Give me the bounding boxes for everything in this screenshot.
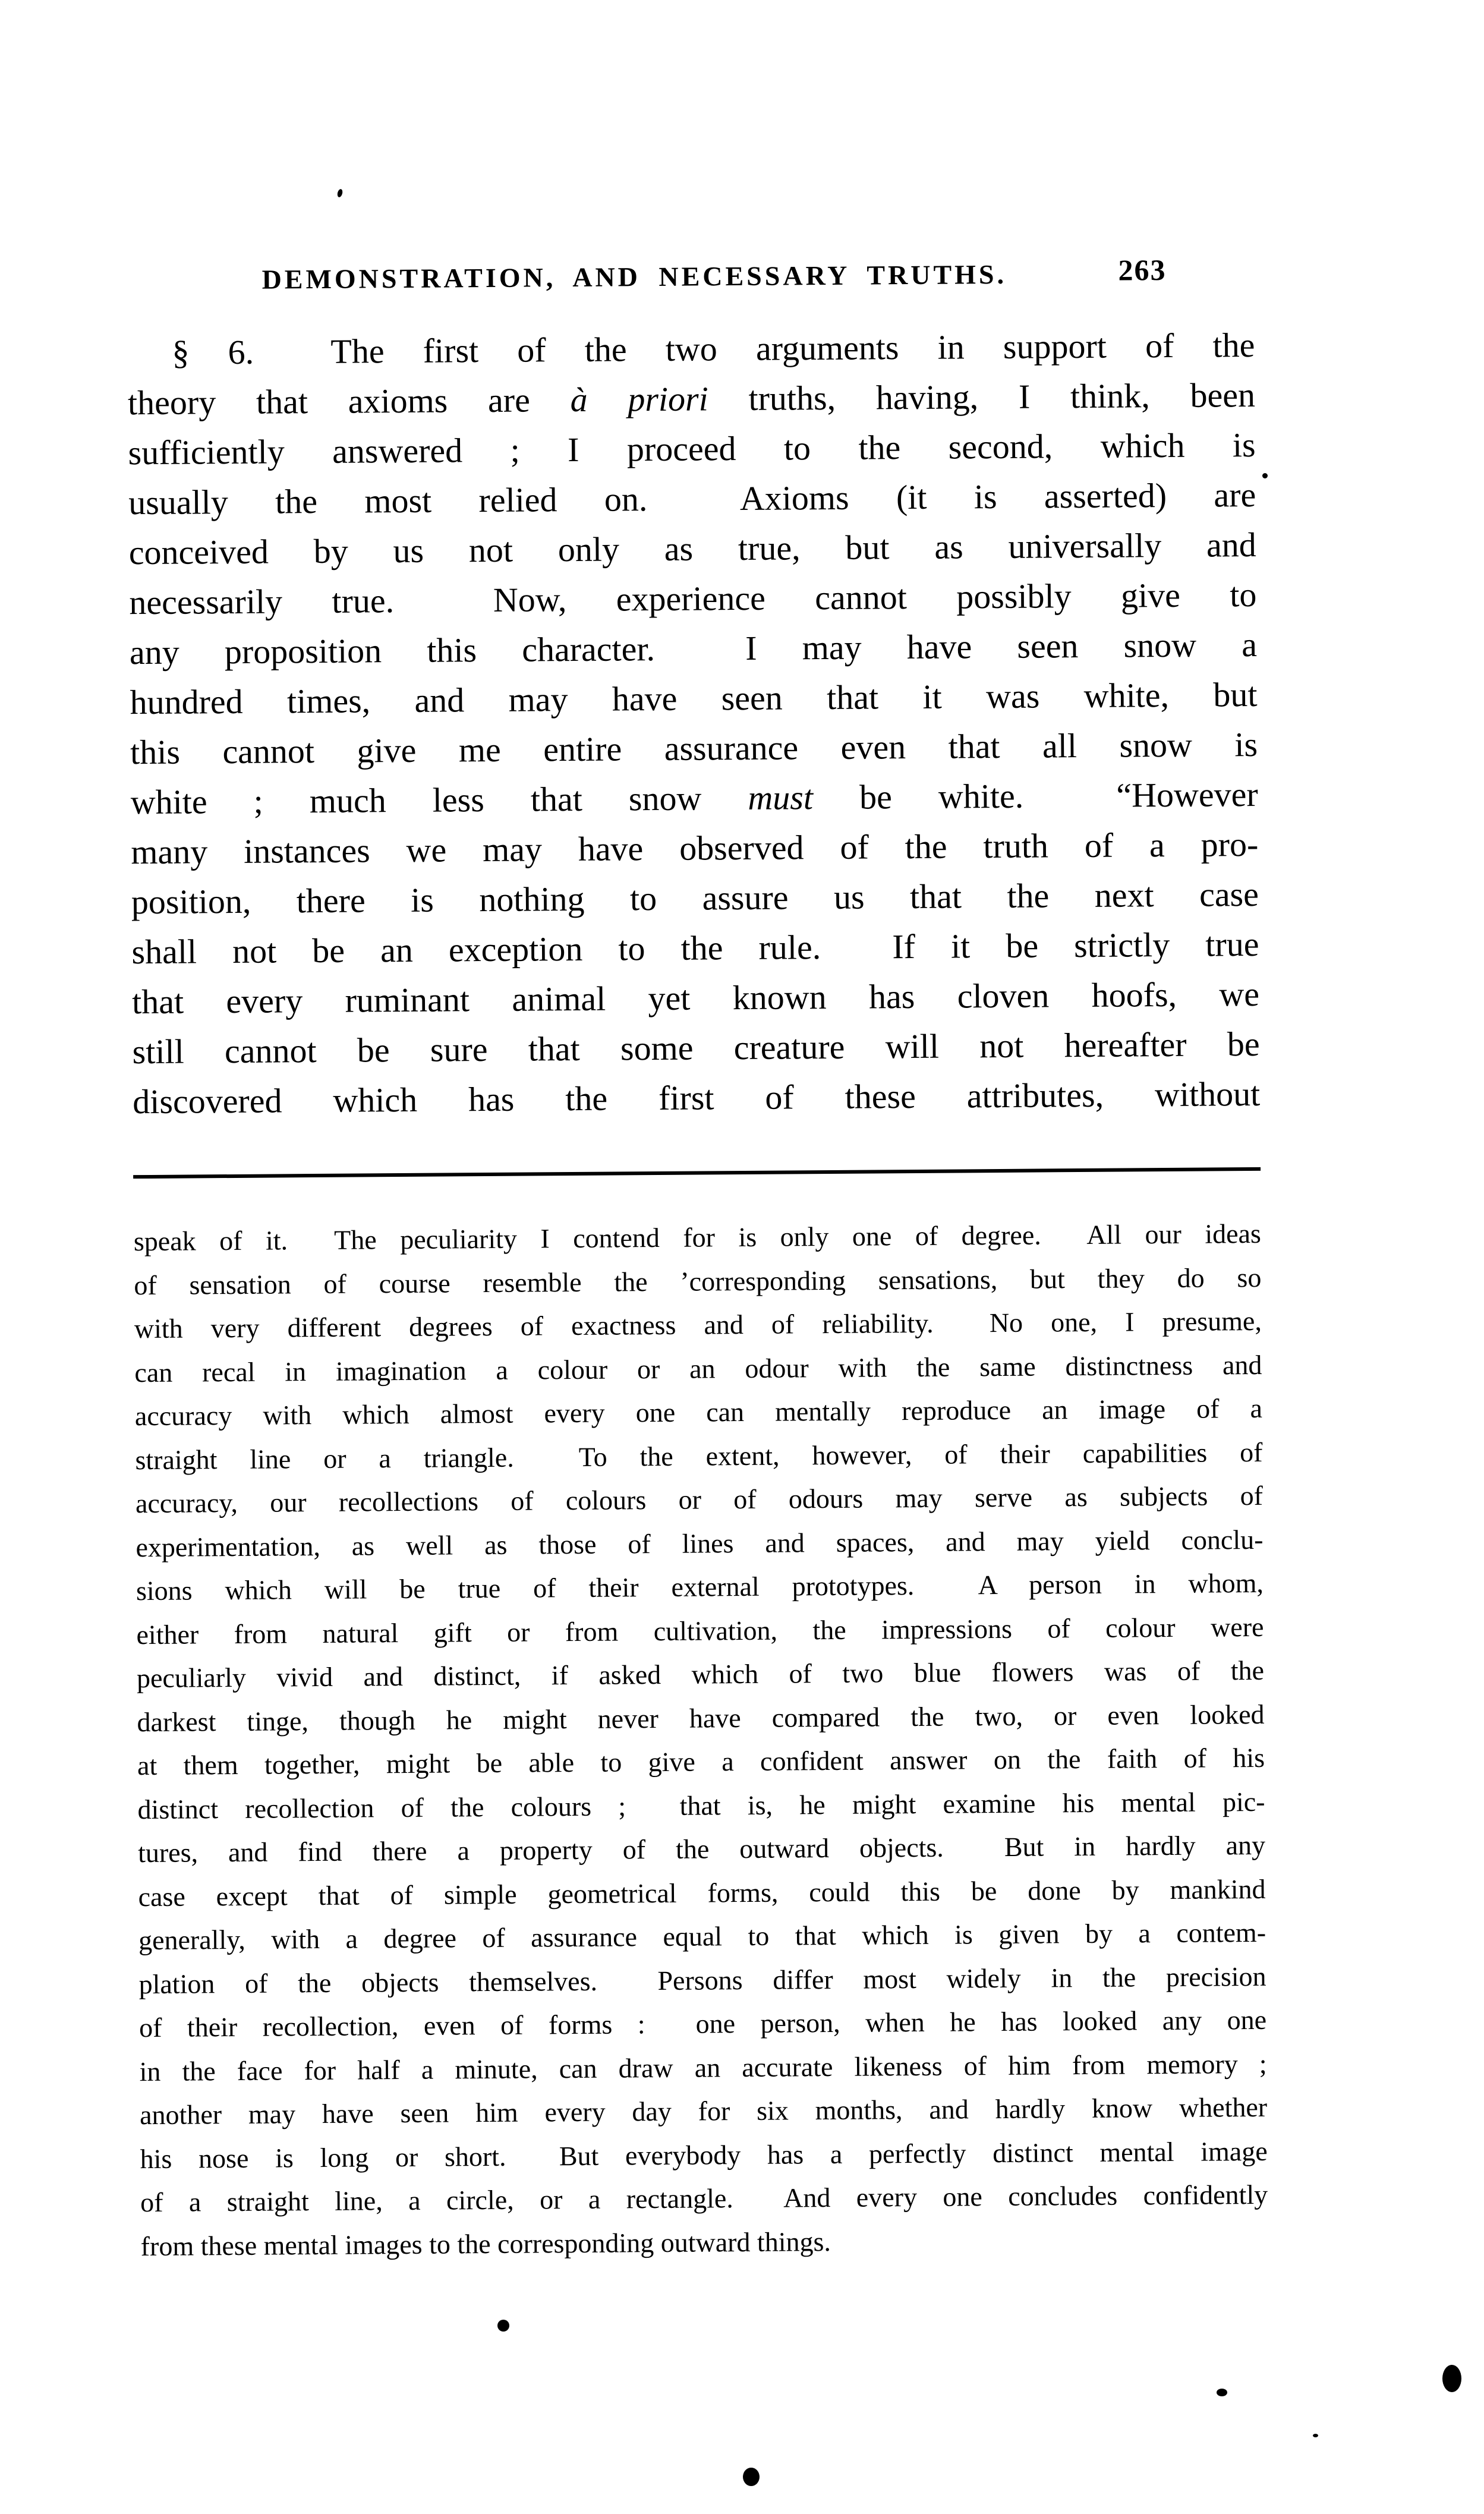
ink-speck bbox=[743, 2468, 760, 2486]
footnote-line: peculiarly vivid and distinct, if asked which of two blue flowers was of the bbox=[136, 1655, 1265, 1694]
ink-speck bbox=[1313, 2434, 1318, 2437]
ink-speck bbox=[1442, 2365, 1461, 2392]
body-line: § 6. The first of the two arguments in support of the bbox=[172, 325, 1255, 372]
body-paragraph bbox=[127, 320, 1260, 1127]
footnote-block bbox=[134, 1212, 1268, 2268]
footnote-line: tures, and find there a property of the outward objects. But in hardly any bbox=[137, 1829, 1266, 1869]
footnote-line: accuracy with which almost every one can mentally reproduce an image of a bbox=[134, 1393, 1263, 1432]
footnote-line: of sensation of course resemble the ʼcorresponding sensations, but they do so bbox=[134, 1262, 1262, 1300]
footnote-line: from these mental images to the corresponding outward things. bbox=[140, 2226, 831, 2261]
body-line: discovered which has the first of these attributes, without bbox=[133, 1074, 1261, 1121]
footnote-line: with very different degrees of exactness and of reliability. No one, I presume, bbox=[134, 1305, 1262, 1344]
footnote-line: of a straight line, a circle, or a rectangle. And every one concludes confidently bbox=[140, 2179, 1268, 2218]
footnote-line: either from natural gift or from cultivation, the impressions of colour were bbox=[136, 1611, 1264, 1650]
running-head bbox=[0, 250, 1477, 302]
footnote-divider bbox=[133, 1167, 1261, 1179]
body-line: necessarily true. Now, experience cannot possibly give to bbox=[129, 575, 1257, 622]
body-line: hundred times, and may have seen that it was white, but bbox=[130, 675, 1258, 722]
footnote-line: case except that of simple geometrical forms, could this be done by mankind bbox=[138, 1873, 1266, 1912]
footnote-line: speak of it. The peculiarity I contend for is only one of degree. All our ideas bbox=[133, 1218, 1262, 1257]
body-line: conceived by us not only as true, but as universally and bbox=[128, 525, 1256, 572]
body-line: sufficiently answered ; I proceed to the second, which is bbox=[128, 425, 1256, 472]
footnote-line: at them together, might be able to give a confident answer on the faith of his bbox=[137, 1742, 1265, 1781]
footnote-line: another may have seen him every day for six months, and hardly know whether bbox=[139, 2091, 1268, 2131]
body-line: any proposition this character. I may have seen snow a bbox=[129, 625, 1258, 672]
body-line: this cannot give me entire assurance even that all snow is bbox=[130, 724, 1258, 772]
footnote-line: sions which will be true of their external prototypes. A person in whom, bbox=[136, 1567, 1264, 1606]
footnote-line: distinct recollection of the colours ; that is, he might examine his mental pic- bbox=[137, 1786, 1265, 1825]
footnote-line: of their recollection, even of forms : one person, when he has looked any one bbox=[138, 2004, 1267, 2043]
page-number: 263 bbox=[1118, 253, 1167, 287]
footnote-line: plation of the objects themselves. Persons differ most widely in the precision bbox=[138, 1961, 1266, 1999]
footnote-line: his nose is long or short. But everybody has a perfectly distinct mental image bbox=[140, 2135, 1268, 2174]
footnote-line: in the face for half a minute, can draw an accurate likeness of him from memory ; bbox=[139, 2048, 1267, 2087]
body-line: shall not be an exception to the rule. If it be strictly true bbox=[131, 924, 1259, 972]
footnote-line: can recal in imagination a colour or an odour with the same distinctness and bbox=[134, 1349, 1262, 1388]
footnote-line: experimentation, as well as those of lines and spaces, and may yield conclu- bbox=[136, 1524, 1264, 1562]
body-line: usually the most relied on. Axioms (it is asserted) are bbox=[128, 475, 1256, 522]
body-line: that every ruminant animal yet known has cloven hoofs, we bbox=[131, 974, 1260, 1022]
ink-speck bbox=[497, 2320, 509, 2332]
body-line: still cannot be sure that some creature will not hereafter be bbox=[132, 1024, 1260, 1072]
footnote-line: darkest tinge, though he might never have compared the two, or even looked bbox=[137, 1699, 1265, 1737]
footnote-line: straight line or a triangle. To the extent, however, of their capabilities of bbox=[135, 1436, 1263, 1475]
ink-speck bbox=[1262, 473, 1268, 478]
body-line: white ; much less that snow must be white. “However bbox=[130, 774, 1258, 822]
body-line: many instances we may have observed of the truth of a pro- bbox=[131, 824, 1259, 872]
footnote-line: accuracy, our recollections of colours or of odours may serve as subjects of bbox=[135, 1480, 1264, 1519]
footnote-line: generally, with a degree of assurance equal to that which is given by a contem- bbox=[138, 1917, 1266, 1956]
page-title: DEMONSTRATION, AND NECESSARY TRUTHS. bbox=[261, 259, 1007, 295]
body-line: theory that axioms are à priori truths, having, I think, been bbox=[127, 375, 1256, 423]
ink-speck bbox=[1217, 2389, 1227, 2396]
body-line: position, there is nothing to assure us that the next case bbox=[131, 874, 1259, 922]
